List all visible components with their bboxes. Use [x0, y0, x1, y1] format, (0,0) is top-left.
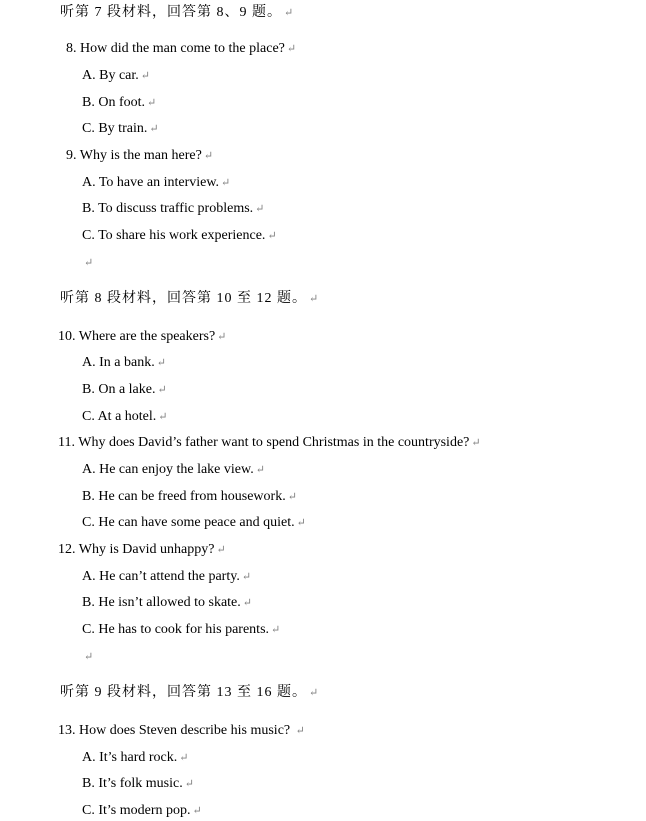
question: 8. How did the man come to the place? ↵	[66, 41, 297, 56]
section-heading: 听第 9 段材料，回答第 13 至 16 题。 ↵	[60, 685, 320, 700]
paragraph-mark-icon: ↵	[179, 752, 189, 764]
option: A. To have an interview. ↵	[82, 175, 231, 190]
paragraph-mark-icon: ↵	[284, 7, 295, 19]
paragraph-mark-icon: ↵	[203, 150, 214, 162]
paragraph-mark-icon: ↵	[271, 624, 281, 636]
paragraph-mark-icon: ↵	[84, 257, 94, 269]
option: C. At a hotel. ↵	[82, 409, 168, 424]
option: B. He can be freed from housework. ↵	[82, 489, 297, 504]
question: 9. Why is the man here? ↵	[66, 148, 214, 163]
option: A. He can’t attend the party. ↵	[82, 569, 252, 584]
option: B. On a lake. ↵	[82, 382, 167, 397]
option: C. To share his work experience. ↵	[82, 228, 277, 243]
question: 13. How does Steven describe his music? ↵	[58, 723, 305, 738]
paragraph-mark-icon: ↵	[309, 293, 320, 305]
paragraph-mark-icon: ↵	[192, 805, 202, 817]
option: B. To discuss traffic problems. ↵	[82, 201, 265, 216]
option: B. On foot. ↵	[82, 95, 157, 110]
paragraph-mark-icon: ↵	[147, 97, 157, 109]
paragraph-mark-icon: ↵	[156, 357, 166, 369]
paragraph-mark-icon: ↵	[287, 491, 297, 503]
option: C. By train. ↵	[82, 121, 159, 136]
paragraph-mark-icon: ↵	[309, 687, 320, 699]
paragraph-mark-icon: ↵	[158, 411, 168, 423]
question: 11. Why does David’s father want to spend Christmas in the countryside? ↵	[58, 435, 481, 450]
empty-paragraph	[82, 254, 93, 272]
paragraph-mark-icon: ↵	[296, 517, 306, 529]
empty-paragraph	[82, 648, 93, 666]
option: C. He can have some peace and quiet. ↵	[82, 515, 306, 530]
paragraph-mark-icon: ↵	[149, 123, 159, 135]
question: 10. Where are the speakers? ↵	[58, 329, 227, 344]
paragraph-mark-icon: ↵	[216, 544, 226, 556]
option: B. It’s folk music. ↵	[82, 776, 194, 791]
paragraph-mark-icon: ↵	[140, 70, 150, 82]
section-heading: 听第 7 段材料，回答第 8、9 题。 ↵	[60, 5, 295, 20]
paragraph-mark-icon: ↵	[157, 384, 167, 396]
question: 12. Why is David unhappy? ↵	[58, 542, 226, 557]
option: A. It’s hard rock. ↵	[82, 750, 189, 765]
paragraph-mark-icon: ↵	[217, 331, 227, 343]
paragraph-mark-icon: ↵	[242, 597, 252, 609]
option: A. By car. ↵	[82, 68, 150, 83]
paragraph-mark-icon: ↵	[267, 230, 277, 242]
option: B. He isn’t allowed to skate. ↵	[82, 595, 252, 610]
paragraph-mark-icon: ↵	[184, 778, 194, 790]
paragraph-mark-icon: ↵	[221, 177, 231, 189]
option: C. It’s modern pop. ↵	[82, 803, 202, 818]
paragraph-mark-icon: ↵	[84, 651, 94, 663]
option: A. In a bank. ↵	[82, 355, 166, 370]
paragraph-mark-icon: ↵	[286, 43, 297, 55]
option: C. He has to cook for his parents. ↵	[82, 622, 281, 637]
section-heading: 听第 8 段材料，回答第 10 至 12 题。 ↵	[60, 291, 320, 306]
paragraph-mark-icon: ↵	[471, 437, 481, 449]
paragraph-mark-icon: ↵	[255, 464, 265, 476]
paragraph-mark-icon: ↵	[241, 571, 252, 583]
paragraph-mark-icon: ↵	[295, 725, 305, 737]
option: A. He can enjoy the lake view. ↵	[82, 462, 265, 477]
paragraph-mark-icon: ↵	[255, 203, 265, 215]
